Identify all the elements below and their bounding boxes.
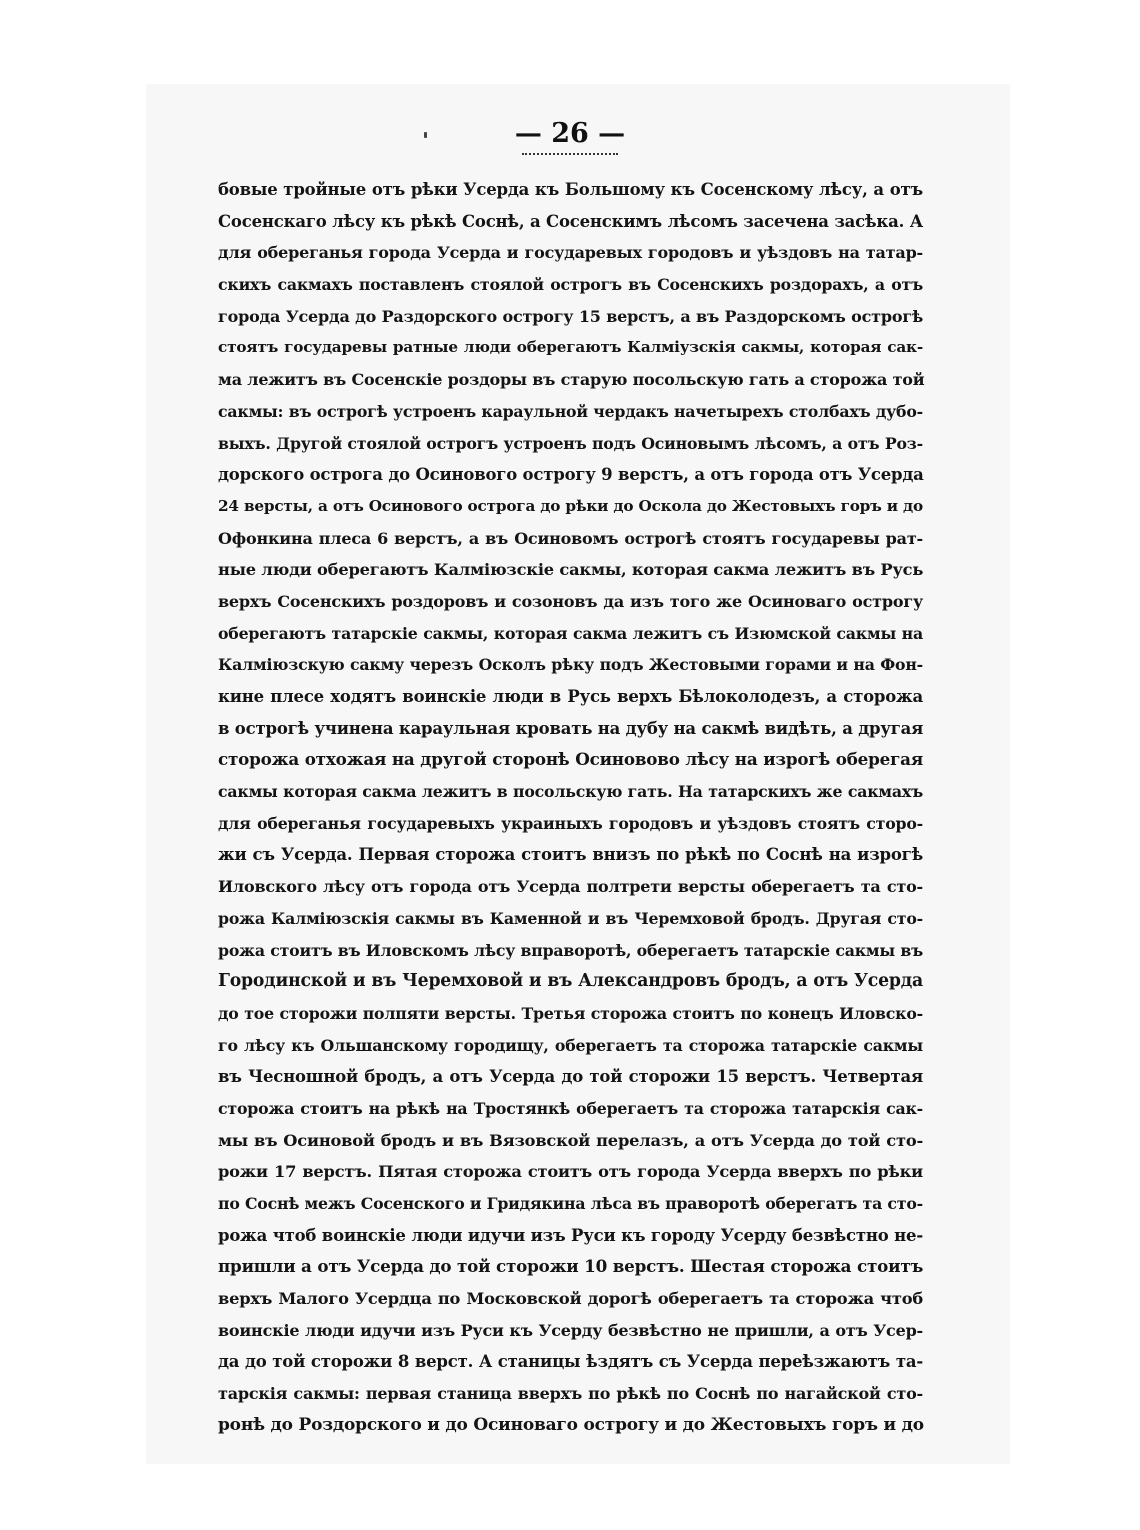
text-line: въ Чесношной бродъ, а отъ Усерда до той сторожи 15 верстъ. Четвертая (218, 1067, 923, 1087)
text-line: сакмы которая сакма лежитъ в посольскую гать. На татарскихъ же сакмахъ (218, 782, 923, 802)
text-line: рожа стоитъ въ Иловскомъ лѣсу вправоротѣ, оберегаетъ татарскіе сакмы въ (218, 940, 923, 960)
text-line: оберегаютъ татарскіе сакмы, которая сакма лежитъ съ Изюмской сакмы на (218, 623, 923, 643)
page-number-ornament (522, 149, 618, 155)
text-line: бовые тройные отъ рѣки Усерда къ Большому къ Сосенскому лѣсу, а отъ (218, 180, 923, 199)
text-line: кине плесе ходятъ воинскіе люди в Русь верхъ Бѣлоколодезъ, а сторожа (218, 687, 923, 706)
text-line: Городинской и въ Черемховой и въ Александровъ бродъ, а отъ Усерда (218, 971, 923, 992)
text-line: сакмы: въ острогѣ устроенъ караульной чердакъ начетырехъ столбахъ дубо- (218, 401, 923, 421)
text-line: жи съ Усерда. Первая сторожа стоитъ внизъ по рѣкѣ по Соснѣ на изрогѣ (218, 845, 923, 865)
text-line: верхъ Сосенскихъ роздоровъ и созоновъ да изъ того же Осиноваго острогу (218, 591, 923, 611)
text-line: для обереганья государевыхъ украиныхъ городовъ и уѣздовъ стоятъ сторо- (218, 813, 923, 833)
text-line: для обереганья города Усерда и государевых городовъ и уѣздовъ на татар- (218, 243, 923, 263)
text-line: рожа Калміюзскія сакмы въ Каменной и въ Черемховой бродъ. Другая сто- (218, 908, 923, 928)
text-line: го лѣсу къ Ольшанскому городищу, оберегаетъ та сторожа татарскіе сакмы (218, 1035, 923, 1055)
text-line: Офонкина плеса 6 верстъ, а въ Осиновомъ острогѣ стоятъ государевы рат- (218, 528, 923, 548)
text-line: стоятъ государевы ратные люди обeрегаютъ Калміузскія сакмы, которая сак- (218, 338, 923, 357)
text-line: ма лежитъ въ Сосенскіе роздоры въ старую посольскую гать а сторожа той (218, 370, 925, 390)
text-line: по Соснѣ межъ Сосенского и Гридякина лѣса въ праворотѣ оберегатъ та сто- (218, 1194, 923, 1213)
text-line: верхъ Малого Усердца по Московской дорогѣ оберегаетъ та сторожа чтоб (218, 1289, 923, 1309)
text-line: до тое сторожи полпяти версты. Третья сторожа стоитъ по конецъ Иловско- (218, 1003, 923, 1023)
text-line: ные люди оберегаютъ Калміюзскіе сакмы, которая сакма лежитъ въ Русь (218, 560, 924, 580)
text-line: Сосенскаго лѣсу къ рѣкѣ Соснѣ, а Сосенскимъ лѣсомъ засечена засѣка. А (218, 211, 923, 231)
text-line: сторожа стоитъ на рѣкѣ на Тростянкѣ оберегаетъ та сторожа татарскія сак- (218, 1098, 923, 1118)
body-text (218, 174, 923, 1442)
text-line: тарскія сакмы: первая станица вверхъ по рѣкѣ по Соснѣ по нагайской сто- (218, 1384, 923, 1404)
text-line: скихъ сакмахъ поставленъ стоялой острогъ въ Сосенскихъ роздорахъ, а отъ (218, 275, 923, 295)
text-line: воинскіе люди идучи изъ Руси къ Усерду безвѣстно не пришли, а отъ Усер- (218, 1320, 923, 1340)
text-line: рожа чтоб воинскіе люди идучи изъ Руси къ городу Усерду безвѣстно не- (218, 1225, 923, 1245)
text-line: ронѣ до Роздорского и до Осиноваго острогу и до Жестовыхъ горъ и до (218, 1414, 924, 1435)
text-line: Иловского лѣсу отъ города отъ Усерда полтрети версты оберегаетъ та сто- (218, 877, 923, 897)
text-line: пришли а отъ Усерда до той сторожи 10 верстъ. Шестая сторожа стоитъ (218, 1256, 924, 1277)
text-line: да до той сторожи 8 верст. А станицы ѣздятъ съ Усерда переѣзжаютъ та- (218, 1352, 923, 1372)
text-line: в острогѣ учинена караульная кровать на дубу на сакмѣ видѣть, а другая (218, 718, 924, 738)
text-line: выхъ. Другой стоялой острогъ устроенъ подъ Осиновымъ лѣсомъ, а отъ Роз- (218, 433, 923, 453)
text-line: мы въ Осиновой бродъ и въ Вязовской перелазъ, а отъ Усерда до той сто- (218, 1130, 923, 1150)
text-line: Калміюзскую сакму черезъ Осколъ рѣку подъ Жестовыми горами и на Фон- (218, 655, 923, 675)
text-line: рожи 17 верстъ. Пятая сторожа стоитъ отъ города Усерда вверхъ по рѣки (218, 1162, 923, 1182)
page-number: — 26 — (514, 118, 626, 149)
text-line: города Усерда до Раздорского острогу 15 верстъ, а въ Раздорскомъ острогѣ (218, 306, 923, 326)
text-line: дорского острога до Осинового острогу 9 верстъ, а отъ города отъ Усерда (218, 465, 924, 485)
text-line: сторожа отхожая на другой сторонѣ Осиновово лѣсу на изрогѣ оберегая (218, 749, 923, 770)
text-line: 24 версты, а отъ Осинового острога до рѣки до Оскола до Жестовыхъ горъ и до (218, 496, 923, 515)
